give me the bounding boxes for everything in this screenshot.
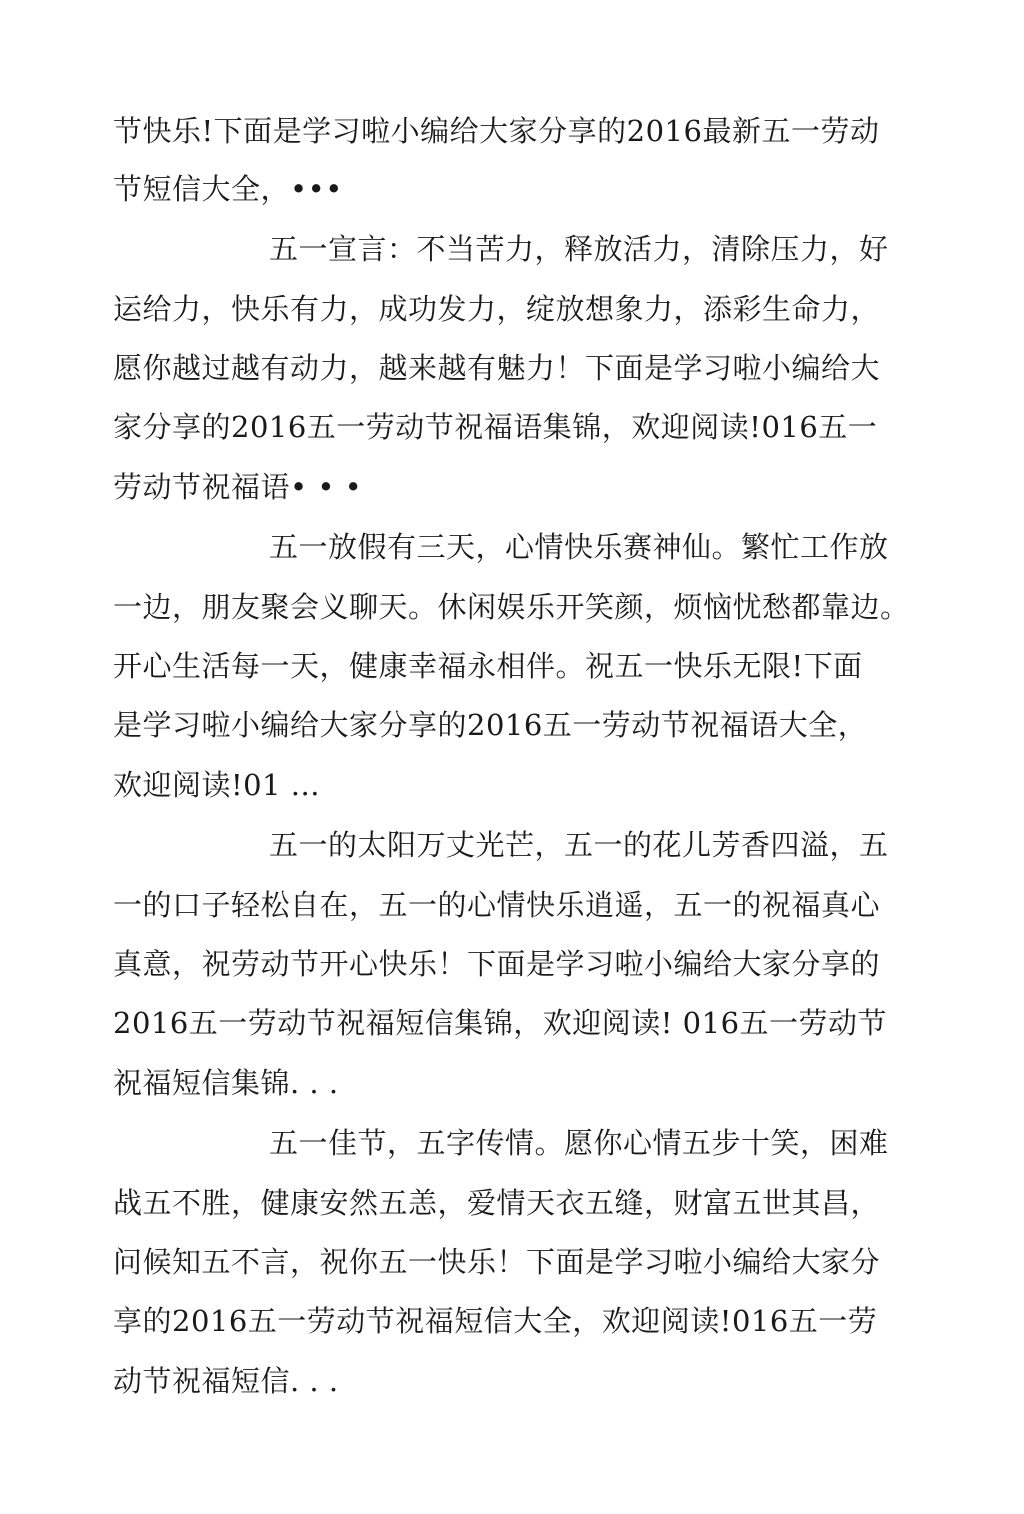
text-line: 愿你越过越有动力，越来越有魅力！下面是学习啦小编给大 [113,351,881,385]
text-line: 2016五一劳动节祝福短信集锦，欢迎阅读! 016五一劳动节 [113,1006,888,1040]
paragraph-first-line: 五一放假有三天，心情快乐赛神仙。繁忙工作放 [269,530,889,564]
text-line: 战五不胜，健康安然五恙，爱情天衣五缝，财富五世其昌， [113,1186,881,1220]
text-line: 运给力，快乐有力，成功发力，绽放想象力，添彩生命力， [113,292,881,326]
paragraph-first-line: 五一佳节，五字传情。愿你心情五步十笑，困难 [269,1126,889,1160]
text-line: 一边，朋友聚会义聊天。休闲娱乐开笑颜，烦恼忧愁都靠边。 [113,590,910,624]
text-line: 欢迎阅读!01 ... [113,768,320,802]
text-line: 问候知五不言，祝你五一快乐！下面是学习啦小编给大家分 [113,1245,881,1279]
text-line: 是学习啦小编给大家分享的2016五一劳动节祝福语大全， [113,708,868,742]
text-line: 节短信大全，••• [113,172,343,206]
text-line: 祝福短信集锦. . . [113,1066,339,1100]
text-line: 动节祝福短信. . . [113,1364,339,1398]
paragraph-first-line: 五一宣言：不当苦力，释放活力，清除压力，好 [269,232,889,266]
text-line: 家分享的2016五一劳动节祝福语集锦，欢迎阅读!016五一 [113,410,878,444]
text-line: 享的2016五一劳动节祝福短信大全，欢迎阅读!016五一劳 [113,1304,878,1338]
text-line: 劳动节祝福语• • • [113,470,363,504]
text-line: 真意，祝劳动节开心快乐！下面是学习啦小编给大家分享的 [113,947,881,981]
paragraph-first-line: 五一的太阳万丈光芒，五一的花儿芳香四溢，五 [269,828,889,862]
text-line: 一的口子轻松自在，五一的心情快乐逍遥，五一的祝福真心 [113,888,881,922]
text-line: 节快乐!下面是学习啦小编给大家分享的2016最新五一劳动 [113,114,880,148]
text-line: 开心生活每一天，健康幸福永相伴。祝五一快乐无限!下面 [113,649,863,683]
